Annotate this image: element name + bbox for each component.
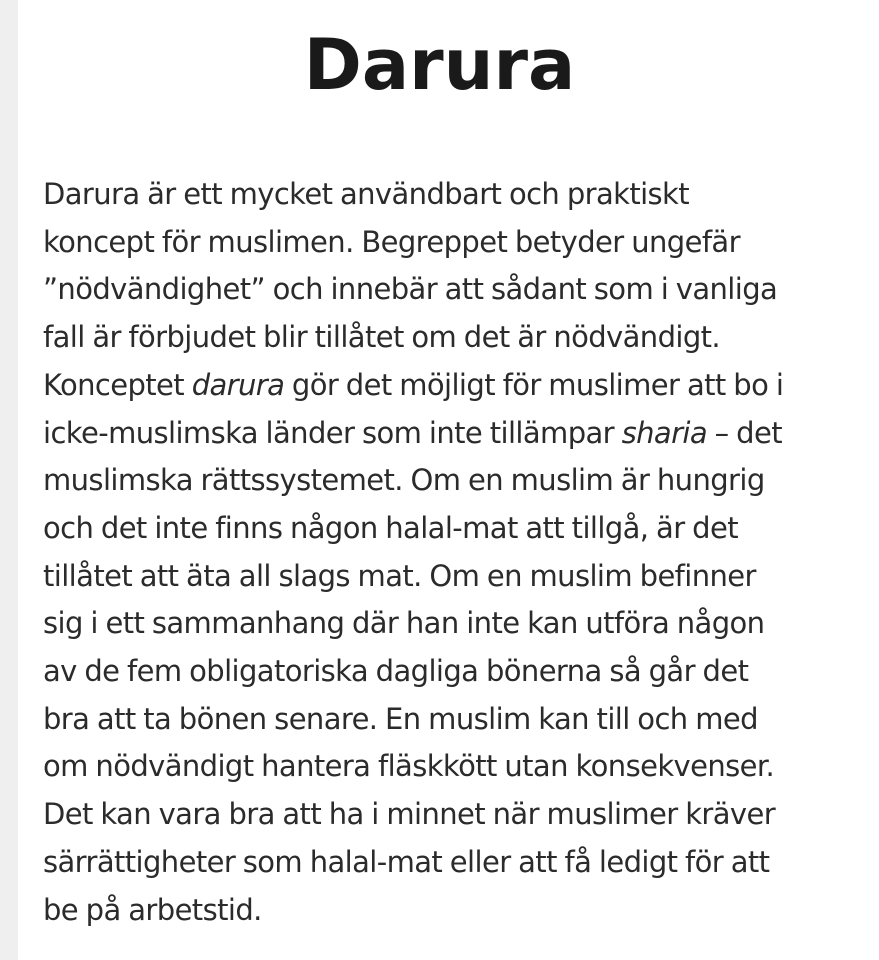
term-sharia: sharia [621,415,708,450]
paragraph-line-11: av de fem obligatoriska dagliga bönerna så går det [43,654,749,689]
page-title: Darura [303,24,576,106]
paragraph-line-2: koncept för muslimen. Begreppet betyder ungefär [43,224,740,259]
term-darura: darura [191,367,285,402]
paragraph-line-3: ”nödvändighet” och innebär att sådant som i vanliga [43,272,778,307]
paragraph-line-14: Det kan vara bra att ha i minnet när muslimer kräver [43,797,776,832]
paragraph-line-10: sig i ett sammanhang där han inte kan utföra någon [43,606,765,641]
paragraph-line-16: be på arbetstid. [43,892,262,927]
paragraph-line-8: och det inte finns någon halal-mat att tillgå, är det [43,510,738,545]
paragraph-line-4: fall är förbjudet blir tillåtet om det är nödvändigt. [43,320,721,355]
body-paragraph [43,171,873,934]
paragraph-line-12: bra att ta bönen senare. En muslim kan till och med [43,701,758,736]
paragraph-line-7: muslimska rättssystemet. Om en muslim är hungrig [43,463,765,498]
paragraph-line-6-end: – det [707,415,783,450]
paragraph-line-15: särrättigheter som halal-mat eller att få ledigt för att [43,844,770,879]
paragraph-line-5-start: Konceptet [43,367,192,402]
left-margin-strip [0,0,18,960]
paragraph-line-5 [43,362,873,410]
paragraph-line-6-start: icke-muslimska länder som inte tillämpar [43,415,622,450]
paragraph-line-5-end: gör det möjligt för muslimer att bo i [284,367,784,402]
paragraph-line-9: tillåtet att äta all slags mat. Om en muslim befinner [43,558,756,593]
paragraph-line-13: om nödvändigt hantera fläskkött utan konsekvenser. [43,749,775,784]
paragraph-line-6 [43,410,873,458]
paragraph-line-1: Darura är ett mycket användbart och praktiskt [43,177,690,211]
